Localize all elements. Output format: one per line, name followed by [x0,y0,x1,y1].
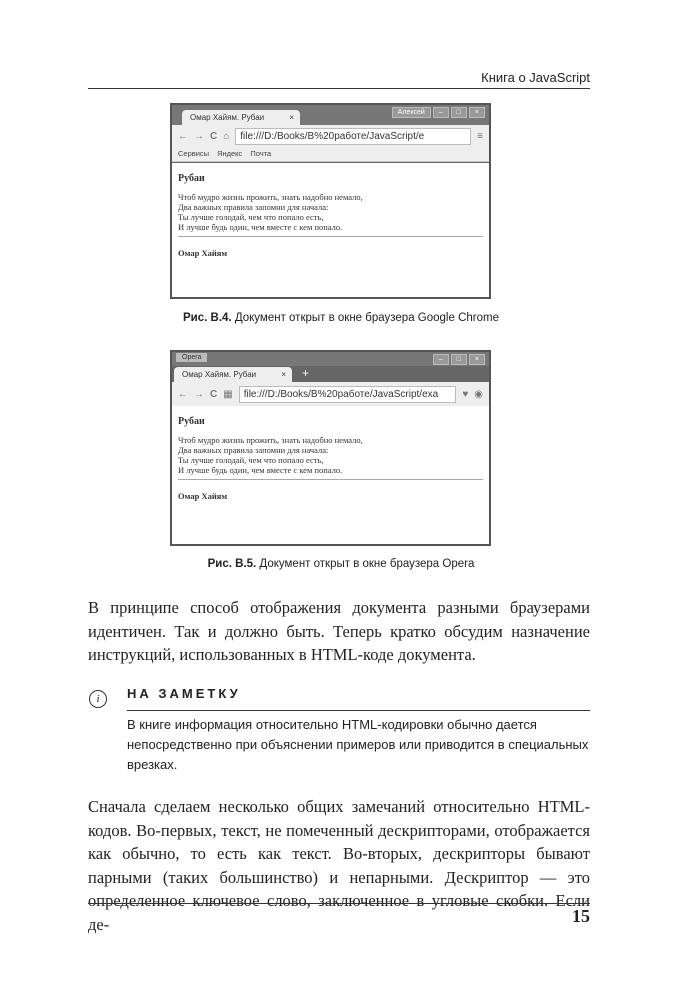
user-badge: Алексей [392,107,431,118]
account-icon: ◉ [474,388,483,400]
chrome-screenshot [170,103,491,299]
browser-tab: Омар Хайям. Рубаи × [174,367,292,382]
back-icon: ← [178,130,188,142]
figure-caption: Рис. В.5. Документ открыт в окне браузера Opera [207,558,475,570]
footer-rule [88,903,590,904]
close-icon: × [289,113,294,122]
opera-logo: Opera [176,353,207,362]
minimize-icon: – [433,107,449,118]
menu-icon: ≡ [477,130,483,142]
figure-caption: Рис. В.4. Документ открыт в окне браузера Google Chrome [183,312,499,324]
maximize-icon: □ [451,107,467,118]
forward-icon: → [194,130,204,142]
note-text: В книге информация относительно HTML-кодировки обычно дается непосредственно при объяснении примеров или приводится в специальных врезках. [127,717,589,772]
address-bar: file:///D:/Books/B%20работе/JavaScript/e [235,128,471,145]
speed-dial-icon: ▦ [223,388,233,400]
note-title: НА ЗАМЕТКУ [127,686,241,701]
address-bar: file:///D:/Books/B%20работе/JavaScript/exa [239,386,457,403]
bookmarks-bar: Сервисы Яндекс Почта [172,147,489,162]
heart-icon: ♥ [462,388,469,400]
home-icon: ⌂ [223,130,230,142]
paragraph: Сначала сделаем несколько общих замечаний относительно HTML-кодов. Во-первых, текст, не помеченный дескрипторами, отображается как обычно, то есть как текст. Во-вторых, дескрипторы бывают парными (таких большинство) и непарными. Дескриптор — это определенное ключевое слово, заключенное в угловые скобки. Если де- [88,797,590,934]
page-content: Рубаи Чтоб мудро жизнь прожить, знать надобно немало, Два важных правила запомни для начала: Ты лучше голодай, чем что попало есть, И лучше будь один, чем вместе с кем попало. Омар Хайям [172,406,489,544]
close-icon: × [281,370,286,379]
browser-tab: Омар Хайям. Рубаи × [182,110,300,125]
minimize-icon: – [433,354,449,365]
note-rule [127,710,590,711]
reload-icon: C [210,130,218,142]
opera-screenshot [170,350,491,546]
paragraph: В принципе способ отображения документа разными браузерами идентичен. Так и должно быть. Теперь кратко обсудим назначение инструкций, использованных в HTML-коде документа. [88,598,590,664]
back-icon: ← [178,388,188,400]
page-number: 15 [572,906,590,926]
close-icon: × [469,107,485,118]
info-icon: i [89,690,107,708]
header-rule [88,88,590,89]
page-content: Рубаи Чтоб мудро жизнь прожить, знать надобно немало, Два важных правила запомни для начала: Ты лучше голодай, чем что попало есть, И лучше будь один, чем вместе с кем попало. Омар Хайям [172,163,489,297]
forward-icon: → [194,388,204,400]
new-tab-icon: + [302,366,310,380]
maximize-icon: □ [451,354,467,365]
close-icon: × [469,354,485,365]
running-header: Книга о JavaScript [481,70,590,85]
reload-icon: C [210,388,218,400]
